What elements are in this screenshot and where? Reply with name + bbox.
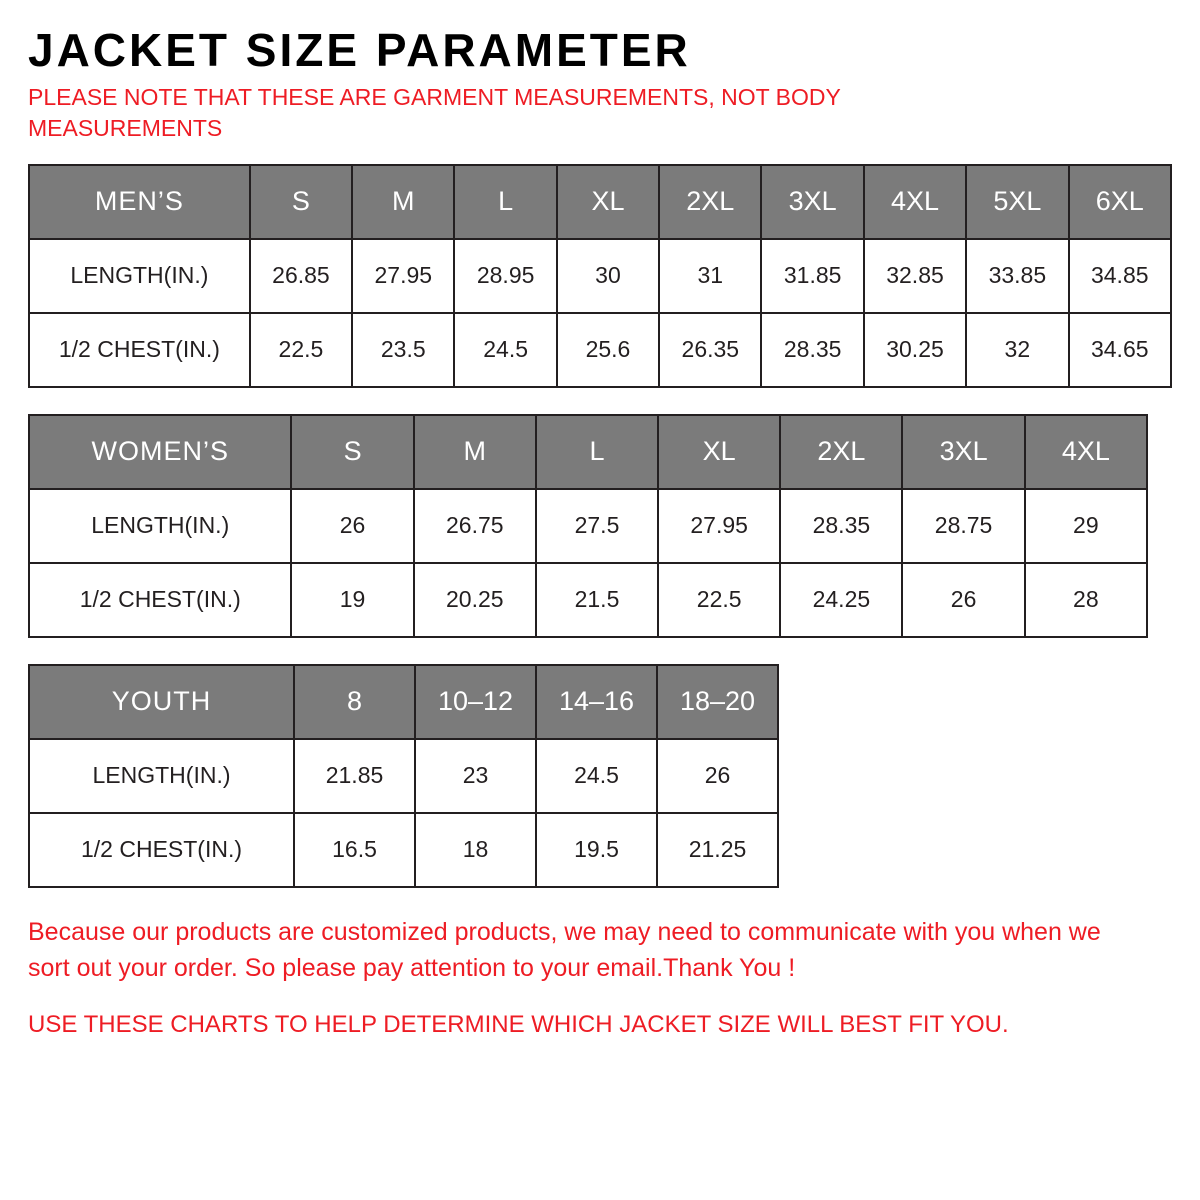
table-cell: 24.5 [454, 313, 556, 387]
mens-size-header: XL [557, 165, 659, 239]
table-row [29, 813, 778, 887]
table-row [29, 489, 1147, 563]
table-cell: 28.95 [454, 239, 556, 313]
table-cell: 30 [557, 239, 659, 313]
customization-note: Because our products are customized products, we may need to communicate with you when we sort out your order. So please pay attention to your email.Thank You ! [28, 917, 1101, 983]
table-cell: 26 [902, 563, 1024, 637]
row-label: LENGTH(IN.) [29, 239, 250, 313]
row-label: 1/2 CHEST(IN.) [29, 563, 291, 637]
table-cell: 32.85 [864, 239, 966, 313]
row-label: 1/2 CHEST(IN.) [29, 813, 294, 887]
table-cell: 33.85 [966, 239, 1068, 313]
row-label: LENGTH(IN.) [29, 739, 294, 813]
womens-size-header: XL [658, 415, 780, 489]
table-cell: 27.95 [658, 489, 780, 563]
table-row [29, 313, 1171, 387]
table-cell: 26.85 [250, 239, 352, 313]
table-cell: 23.5 [352, 313, 454, 387]
table-cell: 29 [1025, 489, 1147, 563]
mens-size-header: 5XL [966, 165, 1068, 239]
youth-header-label: YOUTH [29, 665, 294, 739]
mens-size-header: L [454, 165, 556, 239]
table-row [29, 563, 1147, 637]
table-cell: 28 [1025, 563, 1147, 637]
chart-usage-note: USE THESE CHARTS TO HELP DETERMINE WHICH JACKET SIZE WILL BEST FIT YOU. [28, 1011, 1009, 1039]
mens-size-header: 2XL [659, 165, 761, 239]
table-cell: 31.85 [761, 239, 863, 313]
table-cell: 24.5 [536, 739, 657, 813]
womens-size-header: 2XL [780, 415, 902, 489]
table-cell: 21.5 [536, 563, 658, 637]
table-header-row [29, 665, 778, 739]
table-cell: 26.35 [659, 313, 761, 387]
measurement-note: PLEASE NOTE THAT THESE ARE GARMENT MEASUREMENTS, NOT BODY MEASUREMENTS [28, 83, 841, 141]
mens-size-header: S [250, 165, 352, 239]
table-cell: 34.85 [1069, 239, 1171, 313]
youth-size-header: 8 [294, 665, 415, 739]
mens-header-label: MEN’S [29, 165, 250, 239]
row-label: LENGTH(IN.) [29, 489, 291, 563]
womens-size-table [28, 414, 1148, 638]
page-title: JACKET SIZE PARAMETER [28, 24, 691, 76]
youth-size-table [28, 664, 779, 888]
row-label: 1/2 CHEST(IN.) [29, 313, 250, 387]
youth-size-header: 14–16 [536, 665, 657, 739]
table-cell: 31 [659, 239, 761, 313]
table-cell: 22.5 [250, 313, 352, 387]
table-cell: 19.5 [536, 813, 657, 887]
table-cell: 30.25 [864, 313, 966, 387]
mens-size-table [28, 164, 1172, 388]
table-header-row [29, 415, 1147, 489]
table-cell: 22.5 [658, 563, 780, 637]
table-cell: 26.75 [414, 489, 536, 563]
table-cell: 27.95 [352, 239, 454, 313]
table-cell: 26 [657, 739, 778, 813]
table-cell: 18 [415, 813, 536, 887]
youth-size-header: 18–20 [657, 665, 778, 739]
table-row [29, 739, 778, 813]
table-cell: 26 [291, 489, 413, 563]
table-cell: 16.5 [294, 813, 415, 887]
mens-size-header: 6XL [1069, 165, 1171, 239]
table-cell: 32 [966, 313, 1068, 387]
womens-header-label: WOMEN’S [29, 415, 291, 489]
womens-size-header: 4XL [1025, 415, 1147, 489]
womens-size-header: S [291, 415, 413, 489]
table-cell: 28.35 [761, 313, 863, 387]
mens-size-header: 4XL [864, 165, 966, 239]
womens-size-header: M [414, 415, 536, 489]
youth-size-header: 10–12 [415, 665, 536, 739]
table-cell: 19 [291, 563, 413, 637]
table-cell: 23 [415, 739, 536, 813]
table-cell: 28.35 [780, 489, 902, 563]
table-cell: 25.6 [557, 313, 659, 387]
table-cell: 24.25 [780, 563, 902, 637]
table-cell: 21.25 [657, 813, 778, 887]
mens-size-header: M [352, 165, 454, 239]
womens-size-header: L [536, 415, 658, 489]
table-header-row [29, 165, 1171, 239]
womens-size-header: 3XL [902, 415, 1024, 489]
table-row [29, 239, 1171, 313]
table-cell: 20.25 [414, 563, 536, 637]
mens-size-header: 3XL [761, 165, 863, 239]
table-cell: 28.75 [902, 489, 1024, 563]
table-cell: 27.5 [536, 489, 658, 563]
table-cell: 21.85 [294, 739, 415, 813]
table-cell: 34.65 [1069, 313, 1171, 387]
